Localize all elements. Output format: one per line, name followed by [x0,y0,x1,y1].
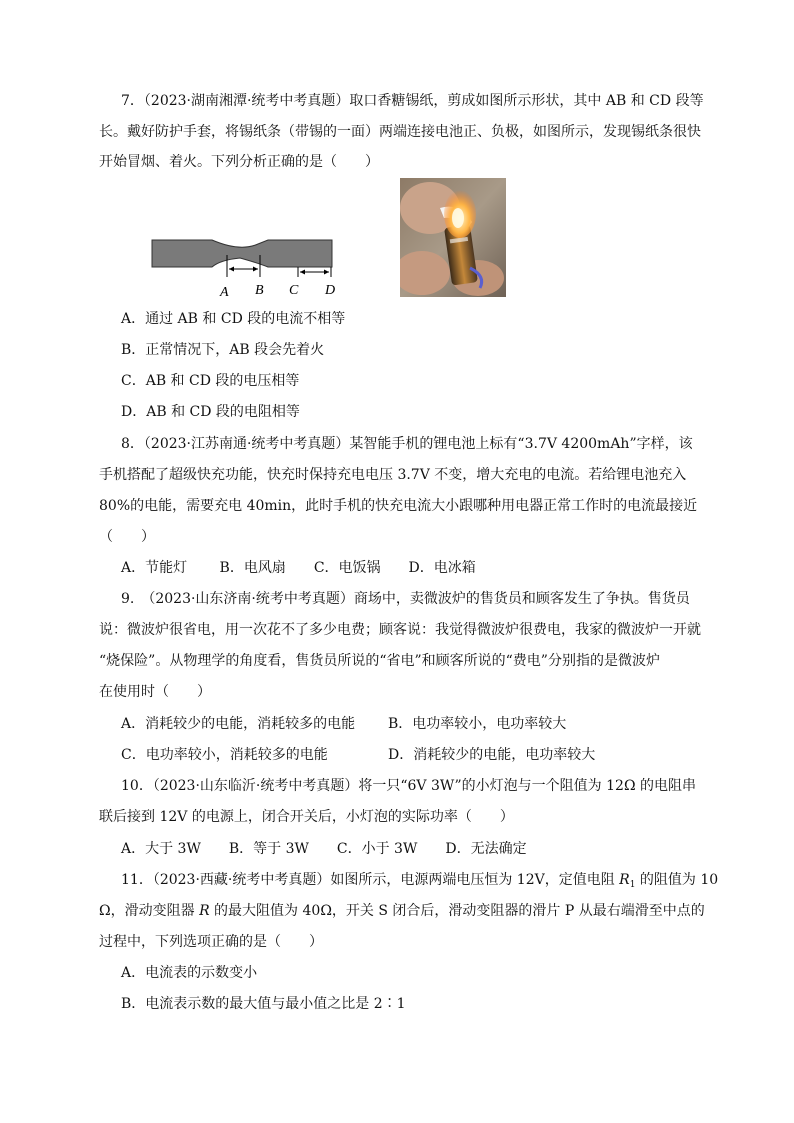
q10-options: A．大于 3W B．等于 3W C．小于 3W D．无法确定 [121,841,527,857]
q11-line-3: 过程中，下列选项正确的是（ ） [99,934,323,950]
label-d: D [325,283,336,298]
q9-line-3: “烧保险”。从物理学的角度看，售货员所说的“省电”和顾客所说的“费电”分别指的是微波炉 [99,653,660,669]
label-a: A [220,285,229,300]
q9-line-4: 在使用时（ ） [99,684,211,700]
q8-line-3: 80%的电能，需要充电 40min，此时手机的快充电流大小跟哪种用电器正常工作时的电流最接近 [99,498,698,514]
q11-line-2 [99,901,705,921]
q7-option-d: D．AB 和 CD 段的电阻相等 [121,404,300,420]
q7-option-b: B．正常情况下，AB 段会先着火 [121,342,325,358]
resistor-r1-subscript: 1 [629,880,636,890]
tin-foil-strip-figure [150,230,340,300]
q8-line-1: 8．（2023·江苏南通·统考中考真题）某智能手机的锂电池上标有“3.7V 4200mAh”字样，该 [121,436,693,452]
q9-line-2: 说：微波炉很省电，用一次花不了多少电费；顾客说：我觉得微波炉很费电，我家的微波炉一开就 [99,622,701,638]
q9-option-d: D．消耗较少的电能，电功率较大 [388,747,596,763]
q7-line-3: 开始冒烟、着火。下列分析正确的是（ ） [99,154,379,170]
q10-line-1: 10．（2023·山东临沂·统考中考真题）将一只“6V 3W”的小灯泡与一个阻值为 12Ω 的电阻串 [121,778,697,794]
q9-option-a: A．消耗较少的电能，消耗较多的电能 [121,716,356,732]
q11-line-2-text-a: Ω，滑动变阻器 [99,903,200,919]
q11-line-1 [121,870,718,895]
q8-options: A．节能灯 B．电风扇 C．电饭锅 D．电冰箱 [121,560,476,576]
q11-line-2-text-b: 的最大阻值为 40Ω，开关 S 闭合后，滑动变阻器的滑片 P 从最右端滑至中点的 [209,903,705,919]
battery-flame-photo [400,178,506,297]
q7-option-c: C．AB 和 CD 段的电压相等 [121,373,300,389]
q9-option-b: B．电功率较小，电功率较大 [388,716,567,732]
q7-option-a: A．通过 AB 和 CD 段的电流不相等 [121,311,346,327]
resistor-r1-symbol: R [619,872,630,888]
q9-option-c: C．电功率较小，消耗较多的电能 [121,747,328,763]
q11-option-b: B．电流表示数的最大值与最小值之比是 2∶1 [121,996,406,1012]
q11-option-a: A．电流表的示数变小 [121,965,258,981]
q10-line-2: 联后接到 12V 的电源上，闭合开关后，小灯泡的实际功率（ ） [99,809,514,825]
q11-line-1-text-a: 11．（2023·西藏·统考中考真题）如图所示，电源两端电压恒为 12V，定值电阻 [121,872,620,888]
q8-line-4: （ ） [99,529,155,545]
q9-line-1: 9. （2023·山东济南·统考中考真题）商场中，卖微波炉的售货员和顾客发生了争执。售货员 [121,591,690,607]
q7-line-1: 7．（2023·湖南湘潭·统考中考真题）取口香糖锡纸，剪成如图所示形状，其中 AB 和 CD 段等 [121,93,704,109]
label-b: B [255,283,264,298]
q8-line-2: 手机搭配了超级快充功能，快充时保持充电电压 3.7V 不变，增大充电的电流。若给锂电池充入 [99,467,687,483]
q7-line-2: 长。戴好防护手套，将锡纸条（带锡的一面）两端连接电池正、负极，如图所示，发现锡纸条很快 [99,124,701,140]
tin-foil-strip [152,240,332,267]
q11-line-1-text-b: 的阻值为 10 [635,872,719,888]
label-c: C [289,283,299,298]
rheostat-r-symbol: R [199,903,210,919]
